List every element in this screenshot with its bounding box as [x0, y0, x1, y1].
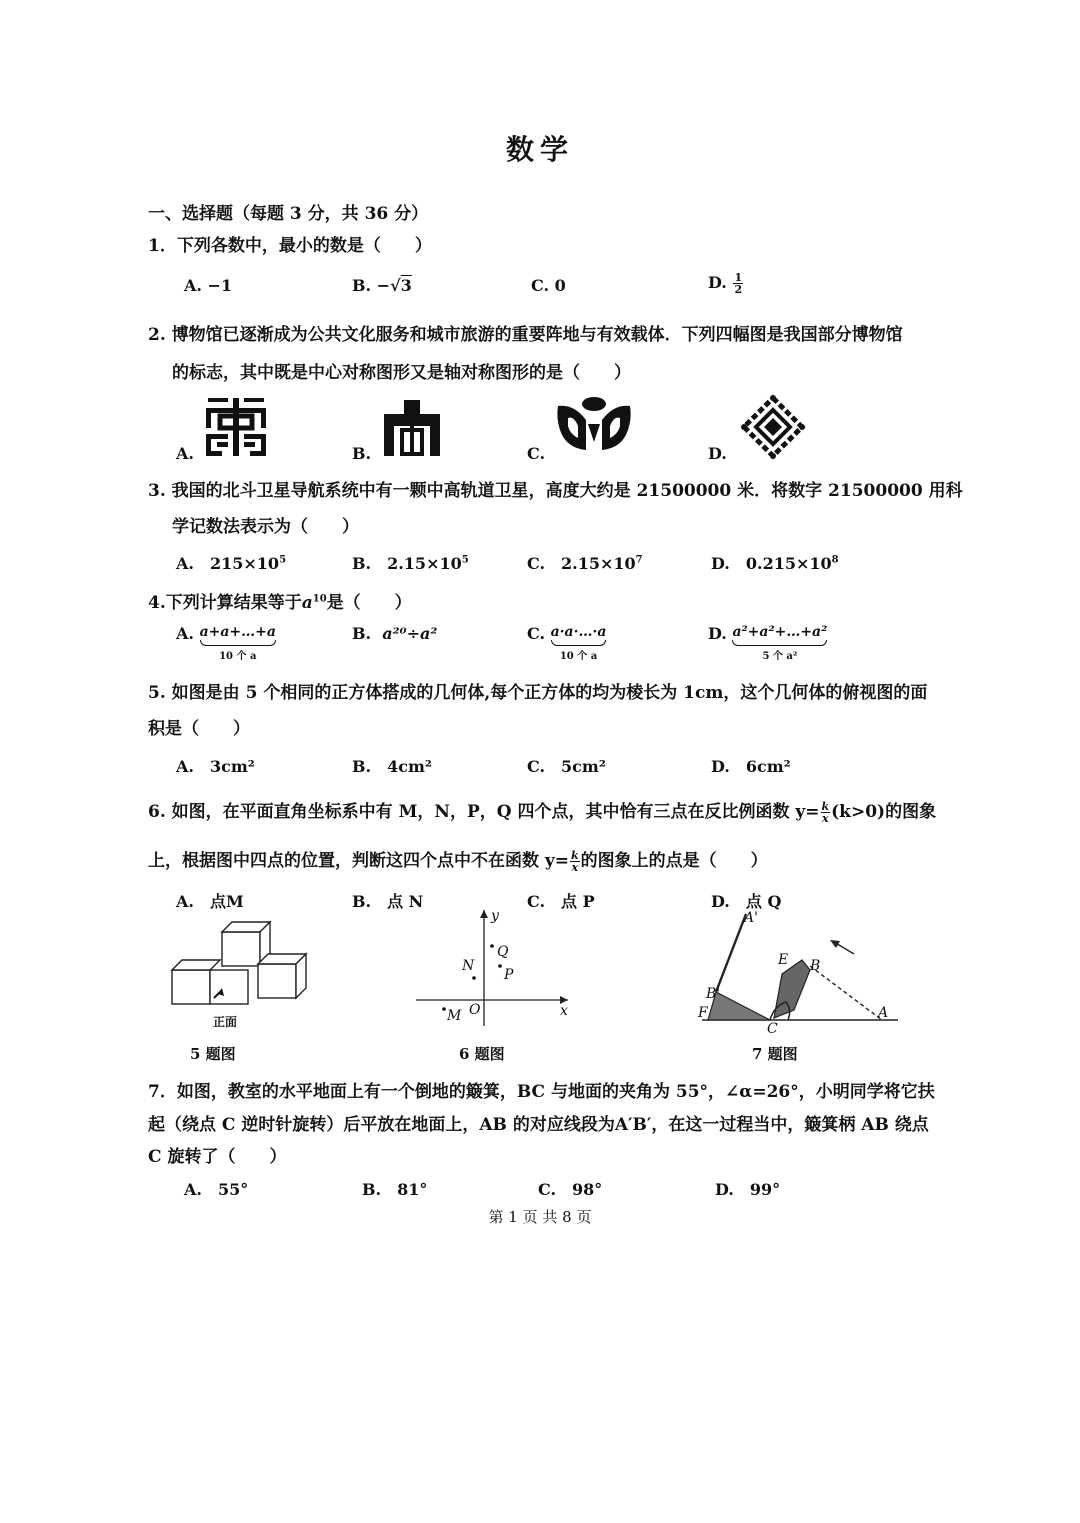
- q4-option-a-underbrace: [200, 624, 276, 662]
- q3-option-c-text: C. 2.15×10: [527, 554, 636, 573]
- q4-option-d-underbrace: [732, 624, 827, 662]
- underbrace-count: 10 个 a: [559, 651, 598, 662]
- fraction-denominator: x: [571, 861, 579, 874]
- figure-5-front-label: 正面: [213, 1015, 238, 1029]
- fraction-numerator: 1: [734, 271, 743, 284]
- q4-stem-variable: a: [301, 593, 313, 613]
- q5-option-b[interactable]: B. 4cm²: [352, 757, 432, 776]
- fig6-y-label: y: [491, 908, 499, 924]
- underbrace-line: [732, 640, 827, 646]
- q1-option-a[interactable]: A. −1: [184, 276, 233, 295]
- question-5-line-1: 5. 如图是由 5 个相同的正方体搭成的几何体,每个正方体的均为棱长为 1cm，这个几何体的俯视图的面: [148, 683, 928, 703]
- section-heading: 一、选择题（每题 3 分，共 36 分）: [148, 204, 429, 224]
- fig6-n-label: N: [462, 958, 475, 974]
- q3-option-a[interactable]: [176, 551, 286, 574]
- fig7-c-label: C: [767, 1021, 778, 1037]
- underbrace-expression: a²+a²+…+a²: [732, 624, 828, 640]
- q1-option-c[interactable]: C. 0: [531, 276, 566, 295]
- q3-option-b-exponent: 5: [461, 554, 469, 566]
- q4-option-b-label: B.: [352, 624, 372, 643]
- museum-logo-b-image: [380, 396, 444, 458]
- figure-6-coordinate-plane: [412, 906, 572, 1030]
- q4-option-c-underbrace: [551, 624, 607, 662]
- q6-line-2-suffix: 的图象上的点是（ ）: [580, 851, 768, 871]
- q4-option-d[interactable]: [708, 624, 827, 662]
- q3-option-a-text: A. 215×10: [176, 554, 280, 573]
- fig7-f-label: F: [698, 1005, 708, 1021]
- question-7-line-1: 7．如图，教室的水平地面上有一个倒地的簸箕，BC 与地面的夹角为 55°，∠α=26°，小明同学将它扶: [148, 1082, 935, 1102]
- page-title: 数学: [505, 133, 574, 166]
- underbrace-count: 10 个 a: [219, 651, 257, 662]
- fig6-p-label: P: [504, 967, 514, 983]
- question-7-line-3: C 旋转了（ ）: [148, 1147, 287, 1167]
- underbrace-line: [551, 640, 607, 646]
- page-footer: 第 1 页 共 8 页: [488, 1208, 592, 1226]
- point-p: [498, 964, 502, 968]
- q3-option-b-text: B. 2.15×10: [352, 554, 462, 573]
- point-q: [490, 944, 494, 948]
- q4-option-a[interactable]: [176, 624, 276, 662]
- question-4-stem: [148, 588, 412, 613]
- q3-option-c-exponent: 7: [635, 554, 643, 566]
- figure-7-caption: 7 题图: [752, 1045, 798, 1063]
- q5-option-d[interactable]: D. 6cm²: [711, 757, 791, 776]
- q1-option-d-fraction: [733, 272, 743, 295]
- q3-option-c[interactable]: [527, 551, 643, 574]
- question-3-line-2: 学记数法表示为（ ）: [172, 517, 359, 537]
- q6-option-b[interactable]: B. 点 N: [352, 892, 424, 911]
- figure-5-caption: 5 题图: [190, 1045, 236, 1063]
- underbrace-expression: a·a·…·a: [550, 624, 607, 640]
- q4-option-b[interactable]: [352, 624, 437, 643]
- question-2-line-2: 的标志，其中既是中心对称图形又是轴对称图形的是（ ）: [172, 363, 631, 383]
- q1-option-d-label: D.: [708, 273, 727, 292]
- q4-option-c-label: C.: [527, 624, 546, 643]
- fig6-q-label: Q: [497, 944, 509, 960]
- point-n: [472, 976, 476, 980]
- q5-option-a[interactable]: A. 3cm²: [176, 757, 255, 776]
- q5-option-c[interactable]: C. 5cm²: [527, 757, 606, 776]
- fig7-a-label: A: [878, 1005, 889, 1021]
- underbrace-line: [200, 640, 276, 646]
- q6-option-a[interactable]: A. 点M: [176, 892, 244, 911]
- q2-option-b-label[interactable]: B.: [352, 444, 372, 463]
- q7-option-d[interactable]: D. 99°: [715, 1180, 781, 1199]
- q1-option-d[interactable]: [708, 272, 744, 295]
- museum-logo-a-image: [204, 396, 268, 458]
- handle-a1-b1: [716, 914, 746, 992]
- q7-option-a[interactable]: A. 55°: [184, 1180, 249, 1199]
- fig7-a-prime-label: A': [744, 910, 758, 926]
- q3-option-d-exponent: 8: [831, 554, 839, 566]
- question-1-stem: 1．下列各数中，最小的数是（ ）: [148, 236, 432, 256]
- question-2-line-1: 2. 博物馆已逐渐成为公共文化服务和城市旅游的重要阵地与有效载体．下列四幅图是我国部分博物馆: [148, 325, 903, 345]
- q6-line-1-fraction: [821, 801, 831, 824]
- question-5-line-2: 积是（ ）: [148, 719, 250, 739]
- fraction-numerator: k: [571, 849, 579, 862]
- museum-logo-c-image: [556, 394, 632, 456]
- q7-option-c[interactable]: C. 98°: [538, 1180, 603, 1199]
- q3-option-d[interactable]: [711, 551, 839, 574]
- q6-line-1-text: 6. 如图，在平面直角坐标系中有 M，N，P，Q 四个点，其中恰有三点在反比例函数 y=: [148, 802, 820, 822]
- q7-option-b[interactable]: B. 81°: [362, 1180, 428, 1199]
- q4-option-b-expression: a²⁰÷a²: [382, 624, 438, 643]
- figure-7-dustpan: [698, 910, 904, 1030]
- q4-stem-prefix: 4.下列计算结果等于: [148, 593, 302, 613]
- fig7-e-label: E: [778, 952, 789, 968]
- point-m: [442, 1007, 446, 1011]
- q3-option-d-text: D. 0.215×10: [711, 554, 832, 573]
- dustpan-fallen: [774, 960, 810, 1018]
- fraction-denominator: x: [822, 812, 829, 825]
- underbrace-count: 5 个 a²: [762, 651, 798, 662]
- q6-line-1-suffix: (k>0)的图象: [831, 802, 937, 822]
- q3-option-a-exponent: 5: [279, 554, 287, 566]
- q4-option-a-label: A.: [176, 624, 194, 643]
- fig6-m-label: M: [447, 1008, 462, 1024]
- museum-logo-d-image: [742, 396, 804, 458]
- fig6-origin-label: O: [469, 1002, 481, 1018]
- fig6-x-label: x: [560, 1003, 568, 1019]
- q6-option-c[interactable]: C. 点 P: [527, 892, 595, 911]
- q1-option-b-prefix: B. −√: [352, 276, 401, 295]
- q1-option-b[interactable]: [352, 276, 412, 295]
- fig7-b-label: B: [810, 958, 821, 974]
- fraction-denominator: 2: [734, 283, 743, 296]
- figure-6-caption: 6 题图: [459, 1045, 505, 1063]
- q4-option-c[interactable]: [527, 624, 606, 662]
- figure-5-cubes: [168, 918, 318, 1036]
- q6-line-2-fraction: [570, 850, 580, 873]
- fig7-b-prime-label: B': [706, 986, 721, 1002]
- q2-option-c-label[interactable]: C.: [527, 444, 546, 463]
- question-6-line-1: [148, 797, 936, 824]
- q2-option-a-label[interactable]: A.: [176, 444, 194, 463]
- handle-ab-dashed: [810, 966, 882, 1020]
- underbrace-expression: a+a+…+a: [199, 624, 276, 640]
- q6-line-2-text: 上，根据图中四点的位置，判断这四个点中不在函数 y=: [148, 851, 570, 871]
- q6-option-d[interactable]: D. 点 Q: [711, 892, 782, 911]
- question-6-line-2: [148, 846, 768, 873]
- q1-option-b-radicand: 3: [400, 276, 412, 295]
- q4-option-d-label: D.: [708, 624, 727, 643]
- q2-option-d-label[interactable]: D.: [708, 444, 727, 463]
- y-axis-arrow-icon: [480, 910, 488, 918]
- q4-stem-exponent: 10: [312, 593, 327, 605]
- fraction-numerator: k: [821, 800, 830, 813]
- q4-stem-suffix: 是（ ）: [326, 593, 412, 613]
- question-7-line-2: 起（绕点 C 逆时针旋转）后平放在地面上，AB 的对应线段为A′B′，在这一过程当中，簸箕柄 AB 绕点: [148, 1115, 929, 1135]
- question-3-line-1: 3. 我国的北斗卫星导航系统中有一颗中高轨道卫星，高度大约是 21500000 米．将数字 21500000 用科: [148, 481, 963, 501]
- q3-option-b[interactable]: [352, 551, 469, 574]
